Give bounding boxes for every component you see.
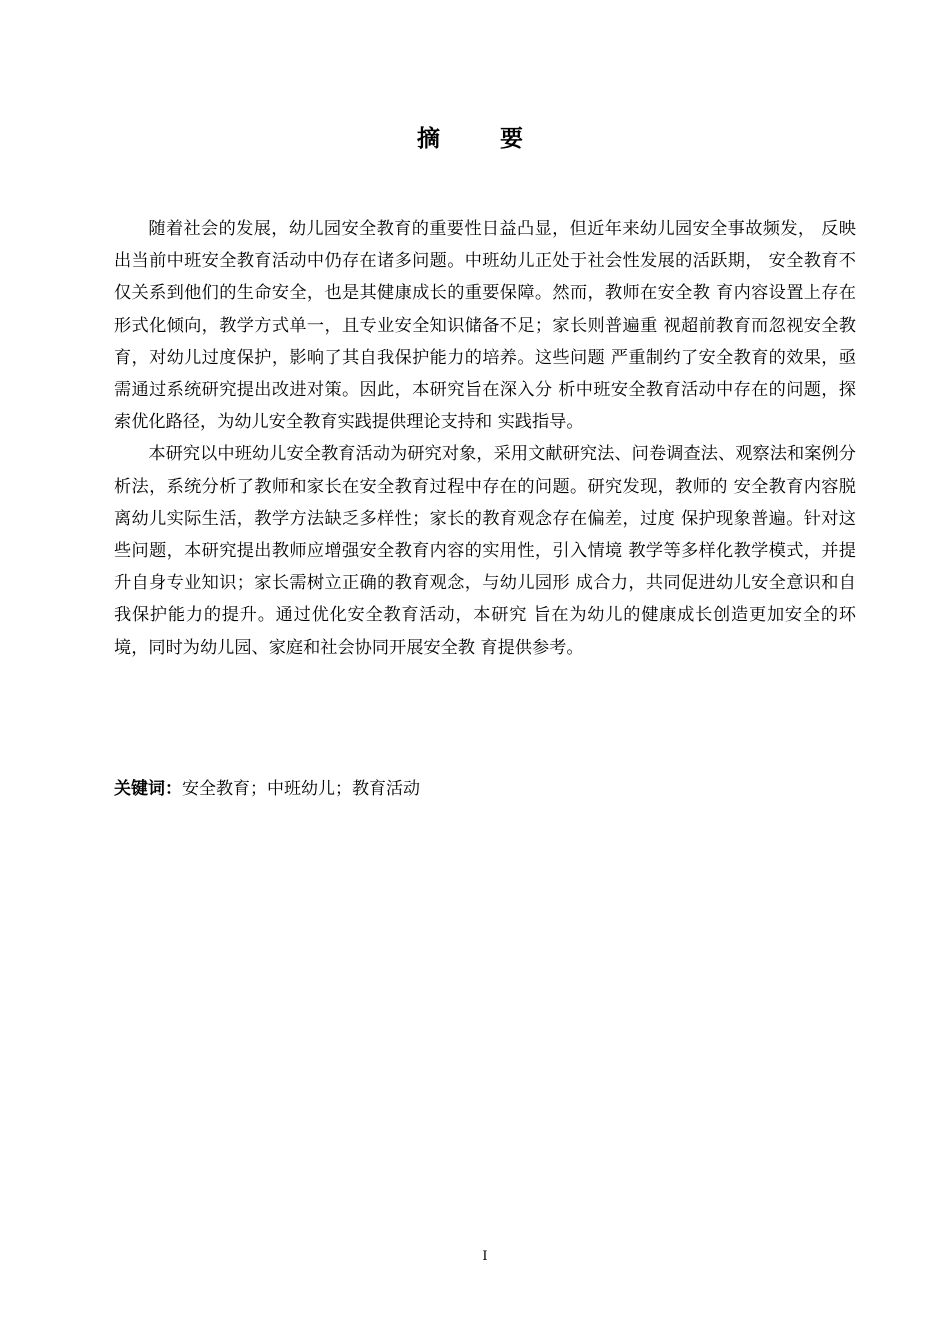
keywords-label: 关键词： bbox=[114, 779, 182, 799]
keywords-values: 安全教育；中班幼儿；教育活动 bbox=[182, 779, 420, 799]
abstract-paragraph-2: 本研究以中班幼儿安全教育活动为研究对象，采用文献研究法、问卷调查法、观察法和案例分析法，系统分析了教师和家长在安全教育过程中存在的问题。研究发现，教师的 安全教育内容脱离幼儿实际生活，教学方法缺乏多样性；家长的教育观念存在偏差，过度 保护现象普遍。针对这些问题，本研究提出教师应增强安全教育内容的实用性，引入情境 教学等多样化教学模式，并提升自身专业知识；家长需树立正确的教育观念，与幼儿园形 成合力，共同促进幼儿安全意识和自我保护能力的提升。通过优化安全教育活动，本研究 旨在为幼儿的健康成长创造更加安全的环境，同时为幼儿园、家庭和社会协同开展安全教 育提供参考。 bbox=[114, 444, 856, 658]
abstract-title: 摘 要 bbox=[416, 126, 549, 152]
abstract-paragraph-1: 随着社会的发展，幼儿园安全教育的重要性日益凸显，但近年来幼儿园安全事故频发， 反映出当前中班安全教育活动中仍存在诸多问题。中班幼儿正处于社会性发展的活跃期， 安全教育不仅关系到他们的生命安全，也是其健康成长的重要保障。然而，教师在安全教 育内容设置上存在形式化倾向，教学方式单一，且专业安全知识储备不足；家长则普遍重 视超前教育而忽视安全教育，对幼儿过度保护，影响了其自我保护能力的培养。这些问题 严重制约了安全教育的效果，亟需通过系统研究提出改进对策。因此，本研究旨在深入分 析中班安全教育活动中存在的问题，探索优化路径，为幼儿安全教育实践提供理论支持和 实践指导。 bbox=[114, 219, 856, 433]
abstract-body bbox=[114, 213, 856, 664]
page-number: I bbox=[482, 1249, 488, 1264]
keywords-line bbox=[114, 773, 856, 805]
